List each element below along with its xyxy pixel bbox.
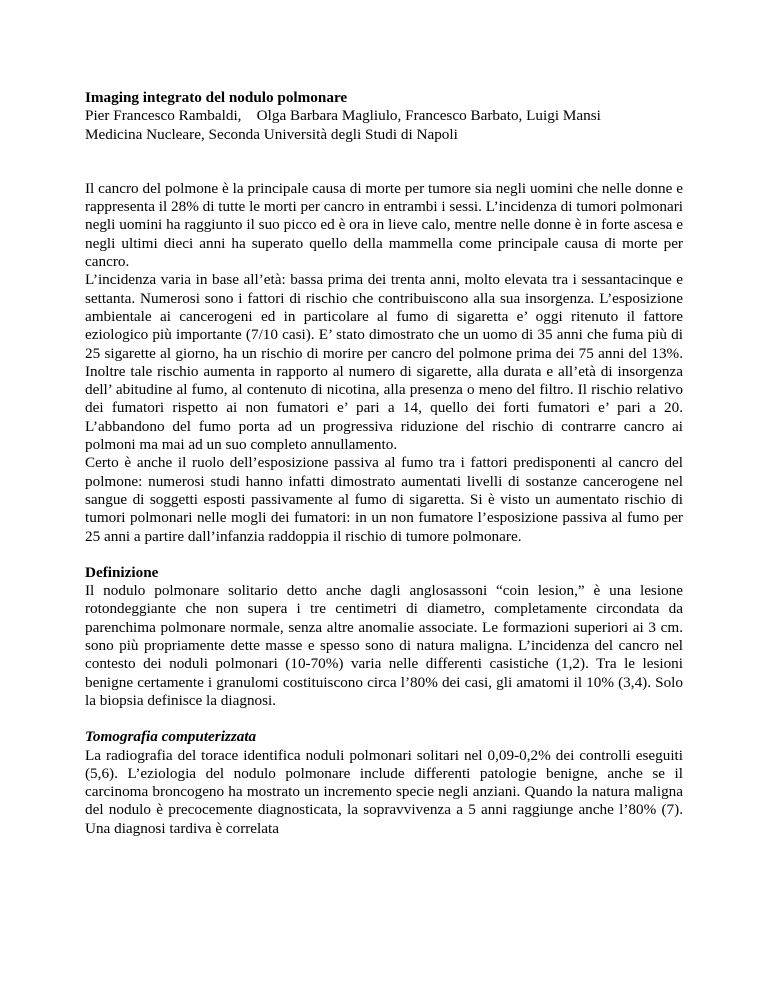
authors-line: Pier Francesco Rambaldi, Olga Barbara Magliulo, Francesco Barbato, Luigi Mansi [85, 107, 601, 125]
spacer [85, 710, 683, 728]
definizione-section [85, 564, 683, 710]
document-page [85, 89, 683, 838]
intro-paragraph-3: Certo è anche il ruolo dell’esposizione passiva al fumo tra i fattori predisponenti al cancro del polmone: numerosi studi hanno infatti dimostrato aumentati livelli di sostanze cancerogene nel sangue di soggetti esposti passivamente al fumo di sigaretta. Si è visto un aumentato rischio di tumori polmonari nelle mogli dei fumatori: in un non fumatore l’esposizione passiva al fumo per 25 anni a partire dall’infanzia raddoppia il rischio di tumore polmonare. [85, 454, 683, 545]
tomografia-paragraph: La radiografia del torace identifica noduli polmonari solitari nel 0,09-0,2% dei controlli eseguiti (5,6). L’eziologia del nodulo polmonare include differenti patologie benigne, anche se il carcinoma broncogeno ha mostrato un incremento specie negli anziani. Quando la natura maligna del nodulo è precocemente diagnosticata, la sopravvivenza a 5 anni raggiunge anche l’80% (7). Una diagnosi tardiva è correlata [85, 746, 683, 837]
spacer [85, 144, 683, 180]
affiliation-line: Medicina Nucleare, Seconda Università degli Studi di Napoli [85, 125, 458, 143]
spacer [85, 546, 683, 564]
section-heading-definizione: Definizione [85, 563, 159, 581]
intro-section [85, 180, 683, 546]
intro-paragraph-1: Il cancro del polmone è la principale causa di morte per tumore sia negli uomini che nelle donne e rappresenta il 28% di tutte le morti per cancro in entrambi i sessi. L’incidenza di tumori polmonari negli uomini ha raggiunto il suo picco ed è ora in lieve calo, mentre nelle donne è in forte ascesa e negli ultimi dieci anni ha superato quello della mammella come principale causa di morte per cancro. [85, 179, 683, 271]
document-title: Imaging integrato del nodulo polmonare [85, 89, 348, 106]
definizione-paragraph: Il nodulo polmonare solitario detto anche dagli anglosassoni “coin lesion,” è una lesione rotondeggiante che non supera i tre centimetri di diametro, completamente circondata da parenchima polmonare normale, senza altre anomalie associate. Le formazioni superiori ai 3 cm. sono più propriamente dette masse e spesso sono di natura maligna. L’incidenza del cancro nel contesto dei noduli polmonari (10-70%) varia nelle differenti casistiche (1,2). Tra le lesioni benigne certamente i granulomi costituiscono circa l’80% dei casi, gli amatomi il 10% (3,4). Solo la biopsia definisce la diagnosi. [85, 582, 683, 709]
intro-paragraph-2: L’incidenza varia in base all’età: bassa prima dei trenta anni, molto elevata tra i sessantacinque e settanta. Numerosi sono i fattori di rischio che contribuiscono alla sua insorgenza. L’esposizione ambientale ai cancerogeni ed in particolare al fumo di sigaretta e’ oggi ritenuto il fattore eziologico più importante (7/10 casi). E’ stato dimostrato che un uomo di 35 anni che fuma più di 25 sigarette al giorno, ha un rischio di morire per cancro del polmone prima dei 75 anni del 13%. Inoltre tale rischio aumenta in rapporto al numero di sigarette, alla durata e all’età di insorgenza dell’ abitudine al fumo, al contenuto di nicotina, alla presenza o meno del filtro. Il rischio relativo dei fumatori rispetto ai non fumatori e’ pari a 14, quello dei forti fumatori e’ pari a 20. L’abbandono del fumo porta ad un progressiva riduzione del rischio di contrarre cancro ai polmoni ma mai ad un suo completo annullamento. [85, 271, 683, 454]
section-heading-tomografia: Tomografia computerizzata [85, 728, 257, 746]
tomografia-section [85, 728, 683, 838]
